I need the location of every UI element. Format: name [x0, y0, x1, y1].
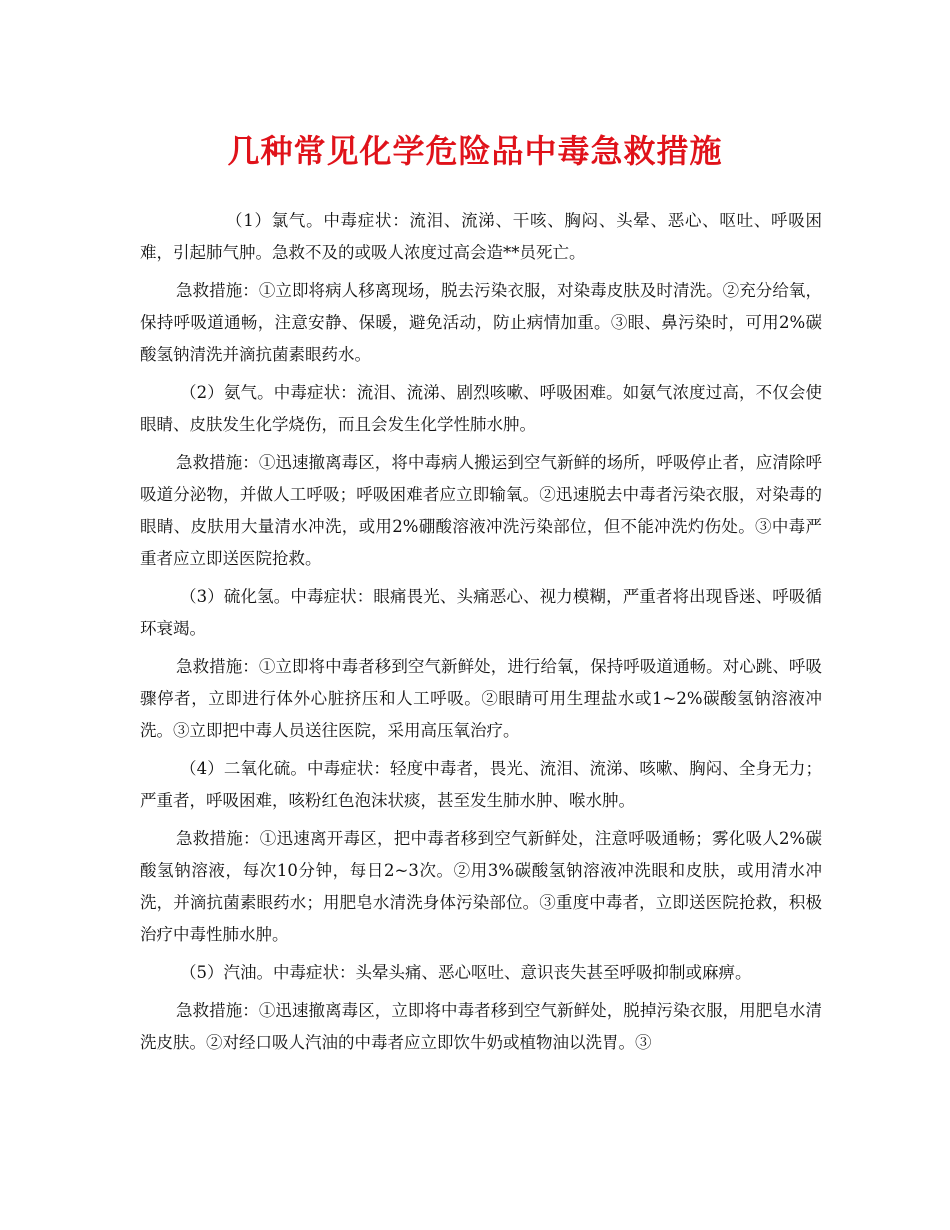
document-title: 几种常见化学危险品中毒急救措施 — [227, 132, 723, 170]
paragraph-chlorine-symptoms: （1）氯气。中毒症状：流泪、流涕、干咳、胸闷、头晕、恶心、呕吐、呼吸困难，引起肺气肿。急救不及的或吸人浓度过高会造**员死亡。 — [140, 211, 822, 262]
paragraph-ammonia-symptoms: （2）氨气。中毒症状：流泪、流涕、剧烈咳嗽、呼吸困难。如氨气浓度过高，不仅会使眼睛、皮肤发生化学烧伤，而且会发生化学性肺水肿。 — [140, 383, 822, 434]
paragraph-sulfur-dioxide-first-aid: 急救措施：①迅速离开毒区，把中毒者移到空气新鲜处，注意呼吸通畅；雾化吸人2%碳酸氢钠溶液，每次10分钟，每日2~3次。②用3%碳酸氢钠溶液冲洗眼和皮肤，或用清水冲洗，并滴抗菌素眼药水；用肥皂水清洗身体污染部位。③重度中毒者，立即送医院抢救，积极治疗中毒性肺水肿。 — [140, 829, 822, 944]
paragraph-chlorine-first-aid: 急救措施：①立即将病人移离现场，脱去污染衣服，对染毒皮肤及时清洗。②充分给氧，保持呼吸道通畅，注意安静、保暖，避免活动，防止病情加重。③眼、鼻污染时，可用2%碳酸氢钠清洗并滴抗菌素眼药水。 — [140, 281, 822, 364]
paragraph-hydrogen-sulfide-symptoms: （3）硫化氢。中毒症状：眼痛畏光、头痛恶心、视力模糊，严重者将出现昏迷、呼吸循环衰竭。 — [140, 587, 822, 638]
paragraph-hydrogen-sulfide-first-aid: 急救措施：①立即将中毒者移到空气新鲜处，进行给氧，保持呼吸道通畅。对心跳、呼吸骤停者，立即进行体外心脏挤压和人工呼吸。②眼睛可用生理盐水或1~2%碳酸氢钠溶液冲洗。③立即把中毒人员送往医院，采用高压氧治疗。 — [140, 657, 822, 740]
paragraph-sulfur-dioxide-symptoms: （4）二氧化硫。中毒症状：轻度中毒者，畏光、流泪、流涕、咳嗽、胸闷、全身无力；严重者，呼吸困难，咳粉红色泡沫状痰，甚至发生肺水肿、喉水肿。 — [140, 759, 822, 810]
paragraph-ammonia-first-aid: 急救措施：①迅速撤离毒区，将中毒病人搬运到空气新鲜的场所，呼吸停止者，应清除呼吸道分泌物，并做人工呼吸；呼吸困难者应立即输氧。②迅速脱去中毒者污染衣服，对染毒的眼睛、皮肤用大量清水冲洗，或用2%硼酸溶液冲洗污染部位，但不能冲洗灼伤处。③中毒严重者应立即送医院抢救。 — [140, 453, 822, 568]
paragraph-gasoline-symptoms: （5）汽油。中毒症状：头晕头痛、恶心呕吐、意识丧失甚至呼吸抑制或麻痹。 — [180, 963, 752, 982]
document-body — [140, 205, 822, 1065]
paragraph-gasoline-first-aid: 急救措施：①迅速撤离毒区，立即将中毒者移到空气新鲜处，脱掉污染衣服，用肥皂水清洗皮肤。②对经口吸人汽油的中毒者应立即饮牛奶或植物油以洗胃。③ — [140, 1001, 822, 1052]
